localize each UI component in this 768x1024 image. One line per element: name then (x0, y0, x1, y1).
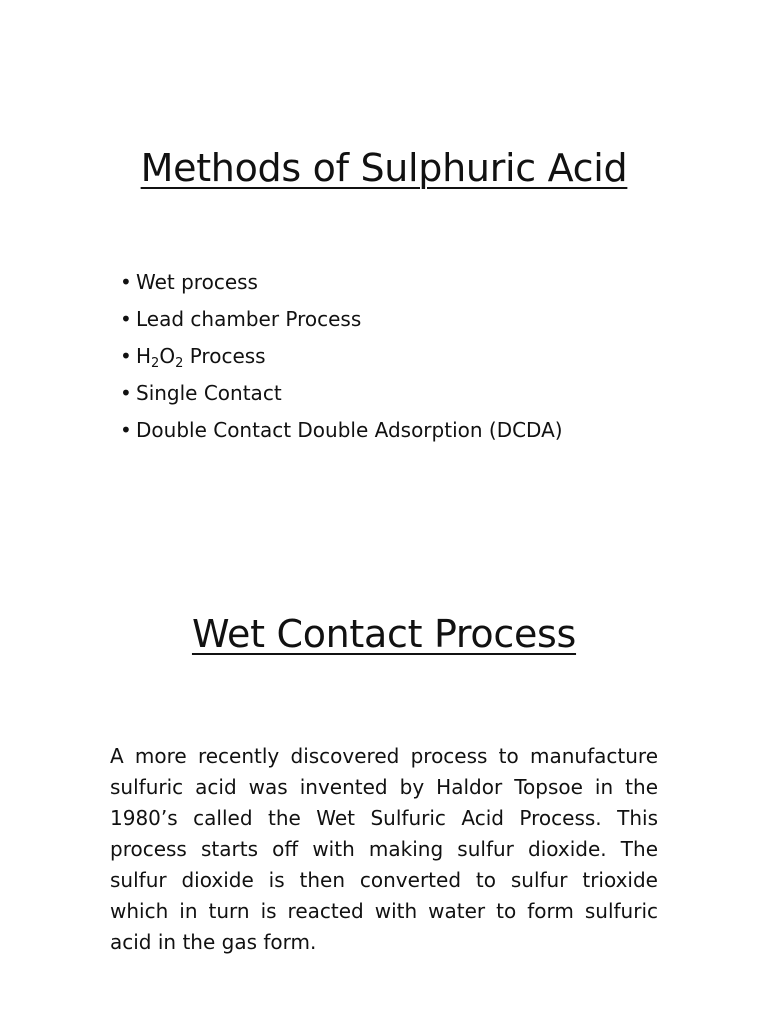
formula-subscript: 2 (175, 356, 184, 371)
page-title: Methods of Sulphuric Acid (140, 146, 628, 190)
list-item (120, 375, 563, 412)
list-item-text: Lead chamber Process (136, 307, 362, 331)
bullet-icon: • (120, 344, 132, 368)
body-paragraph: A more recently discovered process to manufacture sulfuric acid was invented by Haldor Topsoe in the 1980’s called the Wet Sulfuric Acid Process. This process starts off with making sulfur dioxide. The sulfur dioxide is then converted to sulfur trioxide which in turn is reacted with water to form sulfuric acid in the gas form. (110, 744, 658, 954)
bullet-icon: • (120, 418, 132, 442)
list-item-text: Single Contact (136, 381, 282, 405)
section-title: Wet Contact Process (191, 612, 577, 656)
formula-o: O (159, 344, 176, 368)
formula-subscript: 2 (151, 356, 160, 371)
list-item-text: Double Contact Double Adsorption (DCDA) (136, 418, 563, 442)
list-item-text: Process (183, 344, 266, 368)
bullet-icon: • (120, 381, 132, 405)
methods-list (120, 264, 563, 449)
list-item (120, 338, 563, 375)
bullet-icon: • (120, 270, 132, 294)
formula-h: H (136, 344, 152, 368)
bullet-icon: • (120, 307, 132, 331)
list-item (120, 301, 563, 338)
list-item-text: Wet process (136, 270, 258, 294)
list-item (120, 264, 563, 301)
list-item (120, 412, 563, 449)
